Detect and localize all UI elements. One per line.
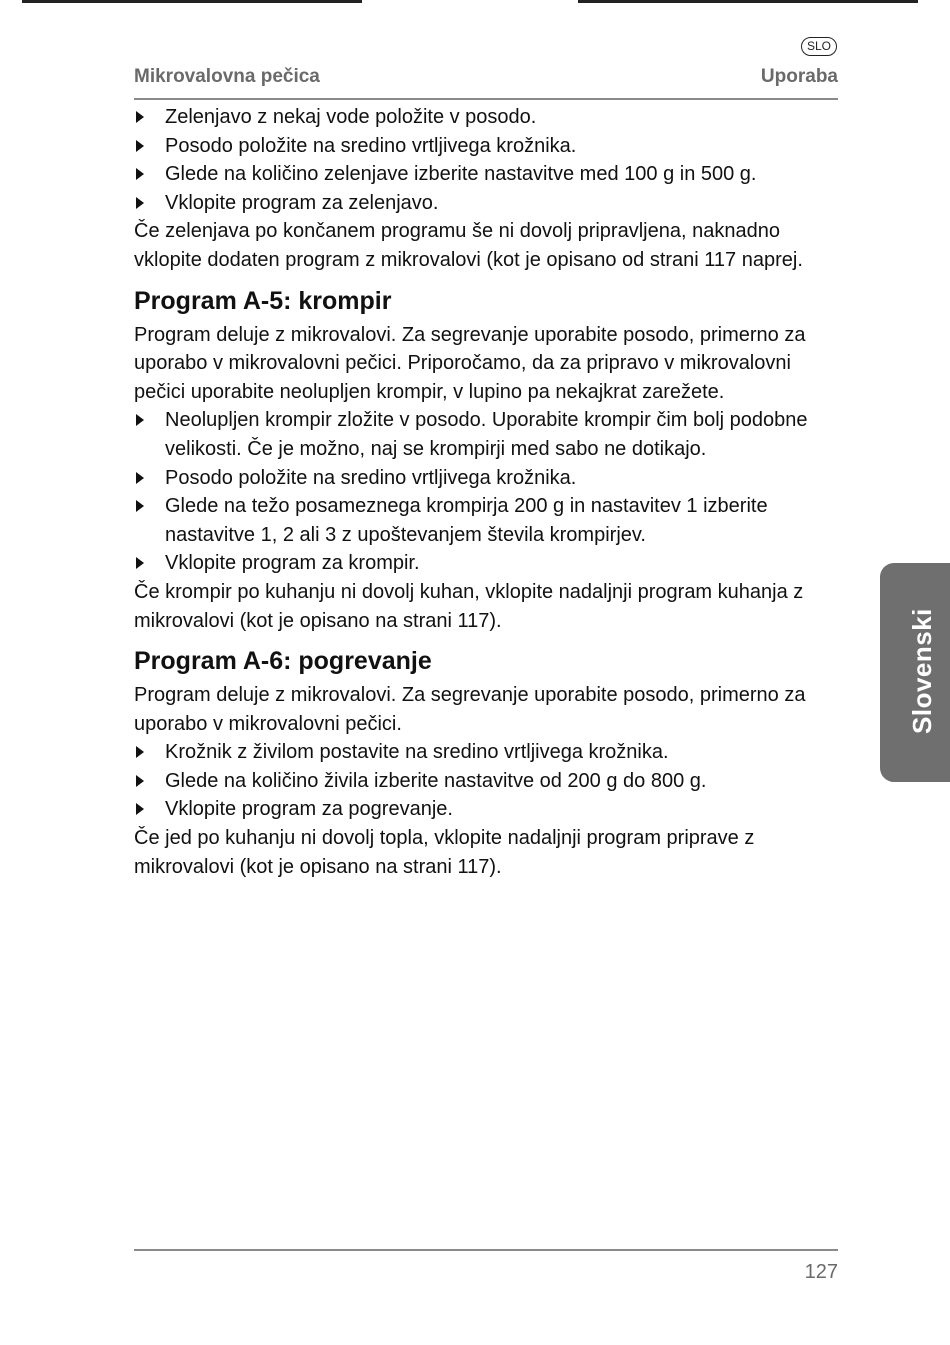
list-item: Vklopite program za zelenjavo. (134, 189, 838, 218)
a6-intro: Program deluje z mikrovalovi. Za segrevanje uporabite posodo, primerno za uporabo v mikrovalovni pečici. (134, 684, 806, 735)
triangle-bullet-icon (136, 775, 144, 787)
triangle-bullet-icon (136, 557, 144, 569)
triangle-bullet-icon (136, 111, 144, 123)
header-section: Uporaba (760, 66, 838, 87)
crop-mark-left (22, 0, 362, 3)
list-item: Krožnik z živilom postavite na sredino vrtljivega krožnika. (134, 738, 838, 767)
page-number: 127 (804, 1261, 838, 1283)
heading-program-a6: Program A-6: pogrevanje (134, 647, 432, 676)
crop-mark-right (578, 0, 918, 3)
a5-bullet-list (134, 406, 838, 578)
side-tab-label: Slovenski (907, 608, 937, 734)
top-note: Če zelenjava po končanem programu še ni dovolj pripravljena, naknadno vklopite dodaten program z mikrovalovi (kot je opisano od strani 117 naprej. (134, 220, 803, 271)
list-item: Glede na količino zelenjave izberite nastavitve med 100 g in 500 g. (134, 160, 838, 189)
triangle-bullet-icon (136, 500, 144, 512)
heading-program-a5: Program A-5: krompir (134, 286, 392, 315)
triangle-bullet-icon (136, 803, 144, 815)
page-header (134, 64, 838, 100)
list-item: Vklopite program za krompir. (134, 549, 838, 578)
a5-intro: Program deluje z mikrovalovi. Za segrevanje uporabite posodo, primerno za uporabo v mikrovalovni pečici. Priporočamo, da za pripravo v mikrovalovni pečici uporabite neolupljen krompir, v lupino pa nekajkrat zarežete. (134, 323, 806, 403)
a5-note: Če krompir po kuhanju ni dovolj kuhan, vklopite nadaljnji program kuhanja z mikrovalovi (kot je opisano na strani 117). (134, 580, 804, 632)
page-content (134, 103, 838, 881)
a6-bullet-list (134, 738, 838, 824)
triangle-bullet-icon (136, 414, 144, 426)
footer-divider (134, 1249, 838, 1251)
top-bullet-list (134, 103, 838, 217)
list-item: Vklopite program za pogrevanje. (134, 795, 838, 824)
list-item: Glede na težo posameznega krompirja 200 g in nastavitev 1 izberite nastavitve 1, 2 ali 3 z upoštevanjem števila krompirjev. (134, 492, 838, 549)
language-side-tab (880, 563, 950, 782)
list-item: Glede na količino živila izberite nastavitve od 200 g do 800 g. (134, 767, 838, 796)
a6-note: Če jed po kuhanju ni dovolj topla, vklopite nadaljnji program priprave z mikrovalovi (kot je opisano na strani 117). (134, 827, 755, 878)
list-item: Neolupljen krompir zložite v posodo. Uporabite krompir čim bolj podobne velikosti. Če je možno, naj se krompirji med sabo ne dotikajo. (134, 406, 838, 463)
triangle-bullet-icon (136, 140, 144, 152)
list-item: Posodo položite na sredino vrtljivega krožnika. (134, 132, 838, 161)
language-badge: SLO (801, 37, 837, 56)
triangle-bullet-icon (136, 197, 144, 209)
list-item: Posodo položite na sredino vrtljivega krožnika. (134, 464, 838, 493)
triangle-bullet-icon (136, 168, 144, 180)
triangle-bullet-icon (136, 472, 144, 484)
header-title: Mikrovalovna pečica (134, 66, 320, 87)
triangle-bullet-icon (136, 746, 144, 758)
list-item: Zelenjavo z nekaj vode položite v posodo. (134, 103, 838, 132)
